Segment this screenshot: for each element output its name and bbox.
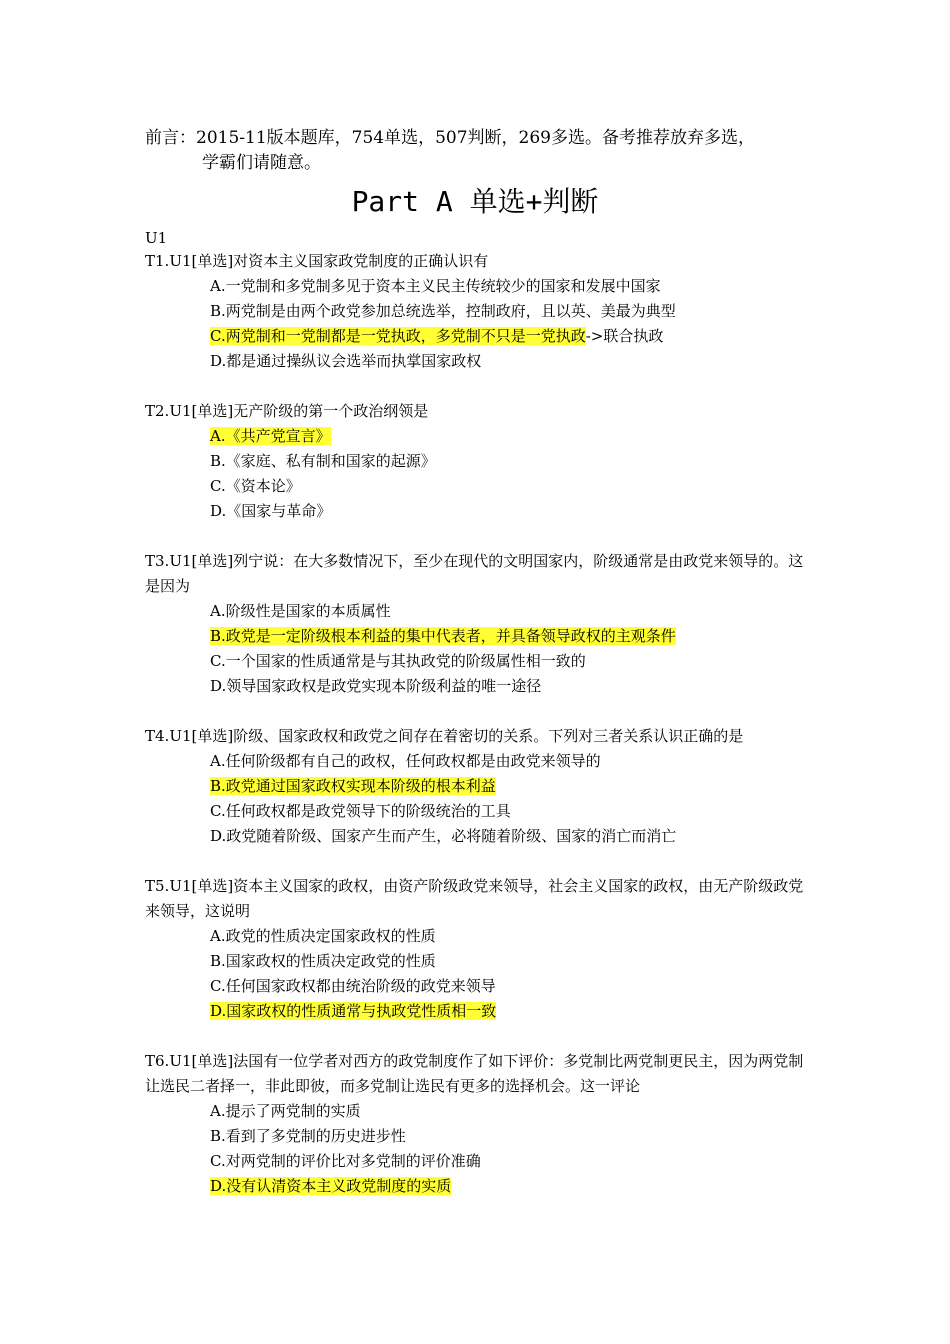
highlighted-answer-text: C.两党制和一党制都是一党执政，多党制不只是一党执政 xyxy=(210,327,586,345)
option-text: A.一党制和多党制多见于资本主义民主传统较少的国家和发展中国家 xyxy=(210,277,661,295)
answer-option xyxy=(145,1099,815,1124)
option-text: B.《家庭、私有制和国家的起源》 xyxy=(210,452,436,470)
question-item xyxy=(145,874,815,1024)
answer-option xyxy=(145,324,815,349)
unit-label: U1 xyxy=(145,229,168,247)
answer-option xyxy=(145,824,815,849)
highlighted-answer-text: D.没有认清资本主义政党制度的实质 xyxy=(210,1177,452,1195)
option-text: A.阶级性是国家的本质属性 xyxy=(210,602,391,620)
option-text: A.任何阶级都有自己的政权，任何政权都是由政党来领导的 xyxy=(210,752,601,770)
question-stem: T3.U1[单选]列宁说：在大多数情况下，至少在现代的文明国家内，阶级通常是由政党来领导的。这是因为 xyxy=(145,552,804,595)
answer-option xyxy=(145,449,815,474)
answer-option xyxy=(145,1124,815,1149)
option-text: B.两党制是由两个政党参加总统选举，控制政府，且以英、美最为典型 xyxy=(210,302,676,320)
question-stem: T2.U1[单选]无产阶级的第一个政治纲领是 xyxy=(145,402,429,420)
option-text: B.看到了多党制的历史进步性 xyxy=(210,1127,406,1145)
option-text: A.提示了两党制的实质 xyxy=(210,1102,361,1120)
answer-option xyxy=(145,474,815,499)
answer-option xyxy=(145,1149,815,1174)
option-text: A.政党的性质决定国家政权的性质 xyxy=(210,927,436,945)
part-title: Part A 单选+判断 xyxy=(351,185,599,218)
question-stem: T1.U1[单选]对资本主义国家政党制度的正确认识有 xyxy=(145,252,489,270)
highlighted-answer-text: B.政党通过国家政权实现本阶级的根本利益 xyxy=(210,777,496,795)
highlighted-answer-text: B.政党是一定阶级根本利益的集中代表者，并具备领导政权的主观条件 xyxy=(210,627,676,645)
answer-option xyxy=(145,774,815,799)
question-stem: T5.U1[单选]资本主义国家的政权，由资产阶级政党来领导，社会主义国家的政权，由无产阶级政党来领导，这说明 xyxy=(145,877,804,920)
highlighted-answer-text: D.国家政权的性质通常与执政党性质相一致 xyxy=(210,1002,497,1020)
answer-option xyxy=(145,274,815,299)
preface xyxy=(145,126,845,176)
preface-line-2: 学霸们请随意。 xyxy=(202,153,321,173)
option-text: D.政党随着阶级、国家产生而产生，必将随着阶级、国家的消亡而消亡 xyxy=(210,827,677,845)
question-item xyxy=(145,724,815,849)
option-text: D.《国家与革命》 xyxy=(210,502,332,520)
question-item xyxy=(145,1049,815,1199)
answer-option xyxy=(145,649,815,674)
question-stem: T6.U1[单选]法国有一位学者对西方的政党制度作了如下评价：多党制比两党制更民主，因为两党制让选民二者择一，非此即彼，而多党制让选民有更多的选择机会。这一评论 xyxy=(145,1052,804,1095)
answer-option xyxy=(145,674,815,699)
answer-option xyxy=(145,974,815,999)
option-text: C.《资本论》 xyxy=(210,477,301,495)
question-list xyxy=(145,249,815,1224)
option-text: ->联合执政 xyxy=(585,327,664,345)
answer-option xyxy=(145,799,815,824)
answer-option xyxy=(145,624,815,649)
option-text: C.任何国家政权都由统治阶级的政党来领导 xyxy=(210,977,496,995)
option-text: C.一个国家的性质通常是与其执政党的阶级属性相一致的 xyxy=(210,652,586,670)
answer-option xyxy=(145,949,815,974)
answer-option xyxy=(145,349,815,374)
answer-option xyxy=(145,299,815,324)
answer-option xyxy=(145,1174,815,1199)
answer-option xyxy=(145,424,815,449)
highlighted-answer-text: A.《共产党宣言》 xyxy=(210,427,331,445)
option-text: B.国家政权的性质决定政党的性质 xyxy=(210,952,436,970)
option-text: D.都是通过操纵议会选举而执掌国家政权 xyxy=(210,352,482,370)
answer-option xyxy=(145,924,815,949)
question-stem: T4.U1[单选]阶级、国家政权和政党之间存在着密切的关系。下列对三者关系认识正确的是 xyxy=(145,727,744,745)
question-item xyxy=(145,399,815,524)
question-item xyxy=(145,249,815,374)
preface-line-1: 前言：2015-11版本题库，754单选，507判断，269多选。备考推荐放弃多选， xyxy=(145,128,755,148)
option-text: C.任何政权都是政党领导下的阶级统治的工具 xyxy=(210,802,511,820)
question-item xyxy=(145,549,815,699)
answer-option xyxy=(145,499,815,524)
option-text: D.领导国家政权是政党实现本阶级利益的唯一途径 xyxy=(210,677,542,695)
answer-option xyxy=(145,599,815,624)
answer-option xyxy=(145,999,815,1024)
option-text: C.对两党制的评价比对多党制的评价准确 xyxy=(210,1152,481,1170)
answer-option xyxy=(145,749,815,774)
